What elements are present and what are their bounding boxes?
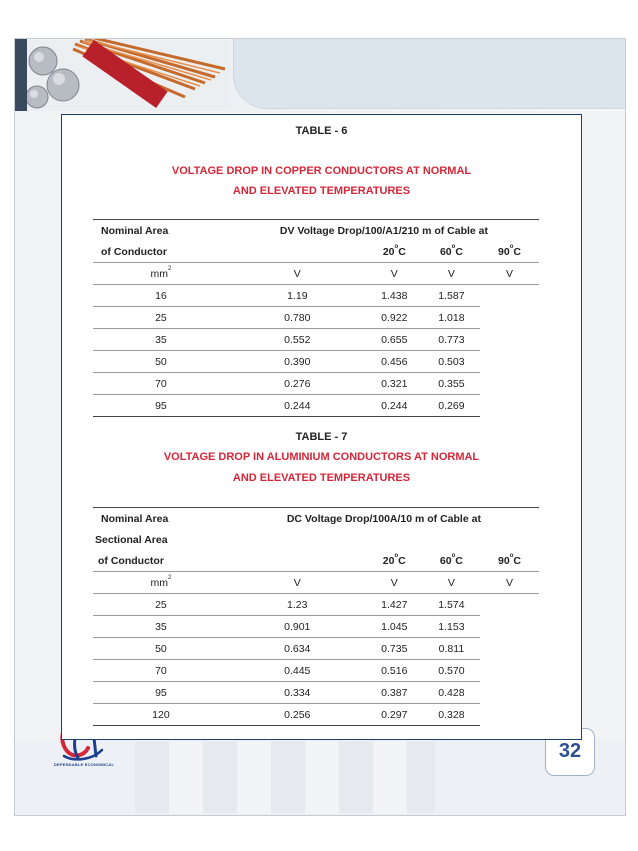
table7-title: TABLE - 7 xyxy=(295,431,348,443)
table7-cell: 1.427 xyxy=(366,594,423,616)
table6-unit-v2: V xyxy=(366,263,423,285)
table-row xyxy=(93,395,539,417)
table6-cell: 1.587 xyxy=(423,285,480,307)
table7-cell: 1.153 xyxy=(423,616,480,638)
table7-cell: 95 xyxy=(93,682,229,704)
table6-cell: 0.244 xyxy=(366,395,423,417)
table7-cell: 0.328 xyxy=(423,704,480,726)
table6-header-row1 xyxy=(93,220,539,242)
table6-cell: 25 xyxy=(93,307,229,329)
table7-col0-header3: of Conductor xyxy=(93,550,229,572)
table-row xyxy=(93,704,539,726)
table6-cell: 35 xyxy=(93,329,229,351)
table7-col0-header1: Nominal Area xyxy=(93,508,229,530)
table7-cell: 120 xyxy=(93,704,229,726)
table7-header-row3 xyxy=(93,550,539,572)
table7-cell: 0.735 xyxy=(366,638,423,660)
table7-cell: 0.428 xyxy=(423,682,480,704)
table6-unit-v4: V xyxy=(480,263,539,285)
table-row xyxy=(93,594,539,616)
table6-unit-v1: V xyxy=(229,263,366,285)
table7-temp-20: 20$^o$C xyxy=(366,550,423,572)
table6 xyxy=(93,219,539,417)
table7-unit-v2: V xyxy=(366,572,423,594)
table6-cell: 70 xyxy=(93,373,229,395)
table6-cell: 0.780 xyxy=(229,307,366,329)
table7-header-row2 xyxy=(93,529,539,550)
table7-unit-v4: V xyxy=(480,572,539,594)
table6-col0-header1: Nominal Area xyxy=(93,220,229,242)
page-number: 32 xyxy=(558,740,582,762)
table6-cell: 0.355 xyxy=(423,373,480,395)
table7-cell: 70 xyxy=(93,660,229,682)
table-row xyxy=(93,307,539,329)
table-row xyxy=(93,682,539,704)
header-tab xyxy=(233,38,626,109)
table6-title: TABLE - 6 xyxy=(295,125,348,137)
table7-cell: 0.634 xyxy=(229,638,366,660)
table7-cell: 0.811 xyxy=(423,638,480,660)
table7-cell: 1.045 xyxy=(366,616,423,638)
table7-cell: 0.570 xyxy=(423,660,480,682)
table7-cell: 0.297 xyxy=(366,704,423,726)
content-box xyxy=(61,114,582,740)
table7-temp-90: 90$^o$C xyxy=(480,550,539,572)
table6-unit-mm: $mm^2$ xyxy=(93,263,229,285)
table7-temp-60: 60$^o$C xyxy=(423,550,480,572)
table7-cell: 0.334 xyxy=(229,682,366,704)
logo-caption: DEPENDABLE ECONOMICAL xyxy=(53,762,115,767)
table7-col0-header2: Sectional Area xyxy=(95,533,168,546)
table7-cell: 0.256 xyxy=(229,704,366,726)
table6-cell: 16 xyxy=(93,285,229,307)
cable-photo xyxy=(15,39,230,111)
table7-cell: 0.516 xyxy=(366,660,423,682)
table6-cell: 0.456 xyxy=(366,351,423,373)
table6-cell: 1.19 xyxy=(229,285,366,307)
table6-subtitle-line1: VOLTAGE DROP IN COPPER CONDUCTORS AT NORMAL xyxy=(171,165,472,177)
table7-cell: 50 xyxy=(93,638,229,660)
table6-span-header: DV Voltage Drop/100/A1/210 m of Cable at xyxy=(229,220,539,242)
table6-unit-v3: V xyxy=(423,263,480,285)
table7-cell: 1.23 xyxy=(229,594,366,616)
table6-cell: 0.922 xyxy=(366,307,423,329)
table6-cell: 1.018 xyxy=(423,307,480,329)
table6-cell: 50 xyxy=(93,351,229,373)
table7-subtitle-line2: AND ELEVATED TEMPERATURES xyxy=(232,472,411,484)
table7-unit-v1: V xyxy=(229,572,366,594)
table-row xyxy=(93,660,539,682)
table7-span-header: DC Voltage Drop/100A/10 m of Cable at xyxy=(229,508,539,530)
table-row xyxy=(93,638,539,660)
table7-cell: 35 xyxy=(93,616,229,638)
table7-cell: 25 xyxy=(93,594,229,616)
table6-cell: 0.773 xyxy=(423,329,480,351)
table6-cell: 0.321 xyxy=(366,373,423,395)
footer-stripes xyxy=(135,741,435,813)
table6-cell: 0.276 xyxy=(229,373,366,395)
table7-unit-v3: V xyxy=(423,572,480,594)
table7-header-row1 xyxy=(93,508,539,530)
table7-cell: 0.387 xyxy=(366,682,423,704)
table6-col0-header2: of Conductor xyxy=(93,241,229,263)
table6-cell: 95 xyxy=(93,395,229,417)
table7-cell: 1.574 xyxy=(423,594,480,616)
table6-temp-20: 20$^o$C xyxy=(366,241,423,263)
table-row xyxy=(93,285,539,307)
table6-cell: 0.390 xyxy=(229,351,366,373)
table7-unit-mm: $mm^2$ xyxy=(93,572,229,594)
table6-temp-90: 90$^o$C xyxy=(480,241,539,263)
table6-cell: 0.503 xyxy=(423,351,480,373)
table7-unit-row xyxy=(93,572,539,594)
table6-header-row2 xyxy=(93,241,539,263)
table-row xyxy=(93,329,539,351)
table6-cell: 1.438 xyxy=(366,285,423,307)
table-row xyxy=(93,351,539,373)
table6-cell: 0.269 xyxy=(423,395,480,417)
table6-subtitle-line2: AND ELEVATED TEMPERATURES xyxy=(232,185,411,197)
table7-cell: 0.901 xyxy=(229,616,366,638)
table6-temp-60: 60$^o$C xyxy=(423,241,480,263)
table6-cell: 0.655 xyxy=(366,329,423,351)
table7 xyxy=(93,507,539,726)
table7-cell: 0.445 xyxy=(229,660,366,682)
table6-unit-row xyxy=(93,263,539,285)
table7-subtitle-line1: VOLTAGE DROP IN ALUMINIUM CONDUCTORS AT NORMAL xyxy=(163,451,480,463)
table6-cell: 0.244 xyxy=(229,395,366,417)
table-row xyxy=(93,616,539,638)
table-row xyxy=(93,373,539,395)
table6-cell: 0.552 xyxy=(229,329,366,351)
